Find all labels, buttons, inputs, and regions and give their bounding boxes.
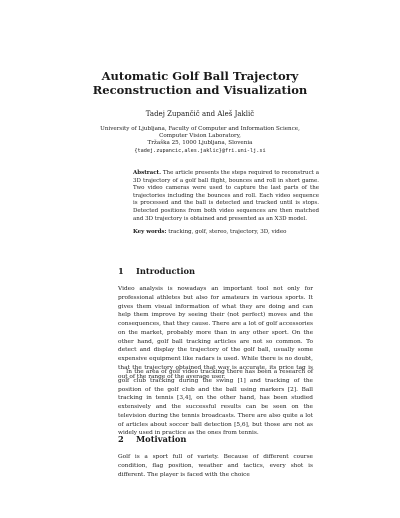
introduction-paragraph-1: Video analysis is nowadays an important tool not only for professional athletes but also for amateurs in various sports. It gives them visual information of what they are doing and can help them improve by seeing their (not perfect) moves and the consequences, that they cause. There are a lot of golf accessories on the market, probably more than in any other sport. On the other hand, golf ball tracking articles are not so common. To detect and display the trajectory of the golf ball, usually some expensive equipment like radars is used. While there is no doubt, that the trajectory obtained that way is accurate, its price tag is out of the range of the average user. bbox=[118, 286, 313, 380]
title-line-2: Reconstruction and Visualization bbox=[92, 83, 308, 97]
affiliation-line-2: Computer Vision Laboratory, bbox=[159, 133, 241, 140]
author-email: {tadej.zupancic,ales.jaklic}@fri.uni-lj.si bbox=[134, 147, 266, 154]
section-title: Introduction bbox=[136, 266, 196, 276]
abstract-text: The article presents the steps required to reconstruct a 3D trajectory of a golf ball flight, bounces and roll in short game. Two video cameras were used to capture the last parts of the trajectories including the bounces and roll. Each video sequence is processed and the ball is detected and tracked until is stops. Detected positions from both video sequences are then matched and 3D trajectory is obtained and presented as an X3D model. bbox=[133, 170, 320, 222]
section-title: Motivation bbox=[136, 434, 187, 444]
authors: Tadej Zupančič and Aleš Jaklič bbox=[145, 110, 255, 118]
introduction-paragraph-2: In the area of golf video tracking there has been a research of golf club tracking during the swing [1] and tracking of the position of the golf club and the ball using markers [2]. Ball tracking in tennis [3,4], on the other hand, has been studied extensively and the successful results can be seen on the television during the tennis broadcasts. There are also quite a lot of articles about soccer ball detection [5,6], but those are not as widely used in practice as the ones from tennis. bbox=[118, 369, 313, 437]
title-line-1: Automatic Golf Ball Trajectory bbox=[101, 69, 299, 83]
affiliation-line-1: University of Ljubljana, Faculty of Computer and Information Science, bbox=[100, 126, 300, 132]
keywords-label: Key words: bbox=[133, 229, 167, 235]
section-number: 1 bbox=[118, 266, 124, 276]
motivation-paragraph-1: Golf is a sport full of variety. Because of different course condition, flag position, weather and tactics, every shot is different. The player is faced with the choice bbox=[118, 454, 313, 478]
affiliation bbox=[0, 126, 400, 155]
keywords bbox=[133, 229, 319, 237]
section-heading-introduction bbox=[118, 266, 195, 276]
section-number: 2 bbox=[118, 434, 124, 444]
paper-title bbox=[0, 69, 400, 97]
section-heading-motivation bbox=[118, 434, 186, 444]
keywords-text: tracking, golf, stereo, trajectory, 3D, video bbox=[168, 229, 287, 235]
abstract-label: Abstract. bbox=[133, 170, 162, 176]
affiliation-line-3: Tržaška 25, 1000 Ljubljana, Slovenia bbox=[147, 140, 253, 147]
abstract bbox=[133, 170, 319, 223]
